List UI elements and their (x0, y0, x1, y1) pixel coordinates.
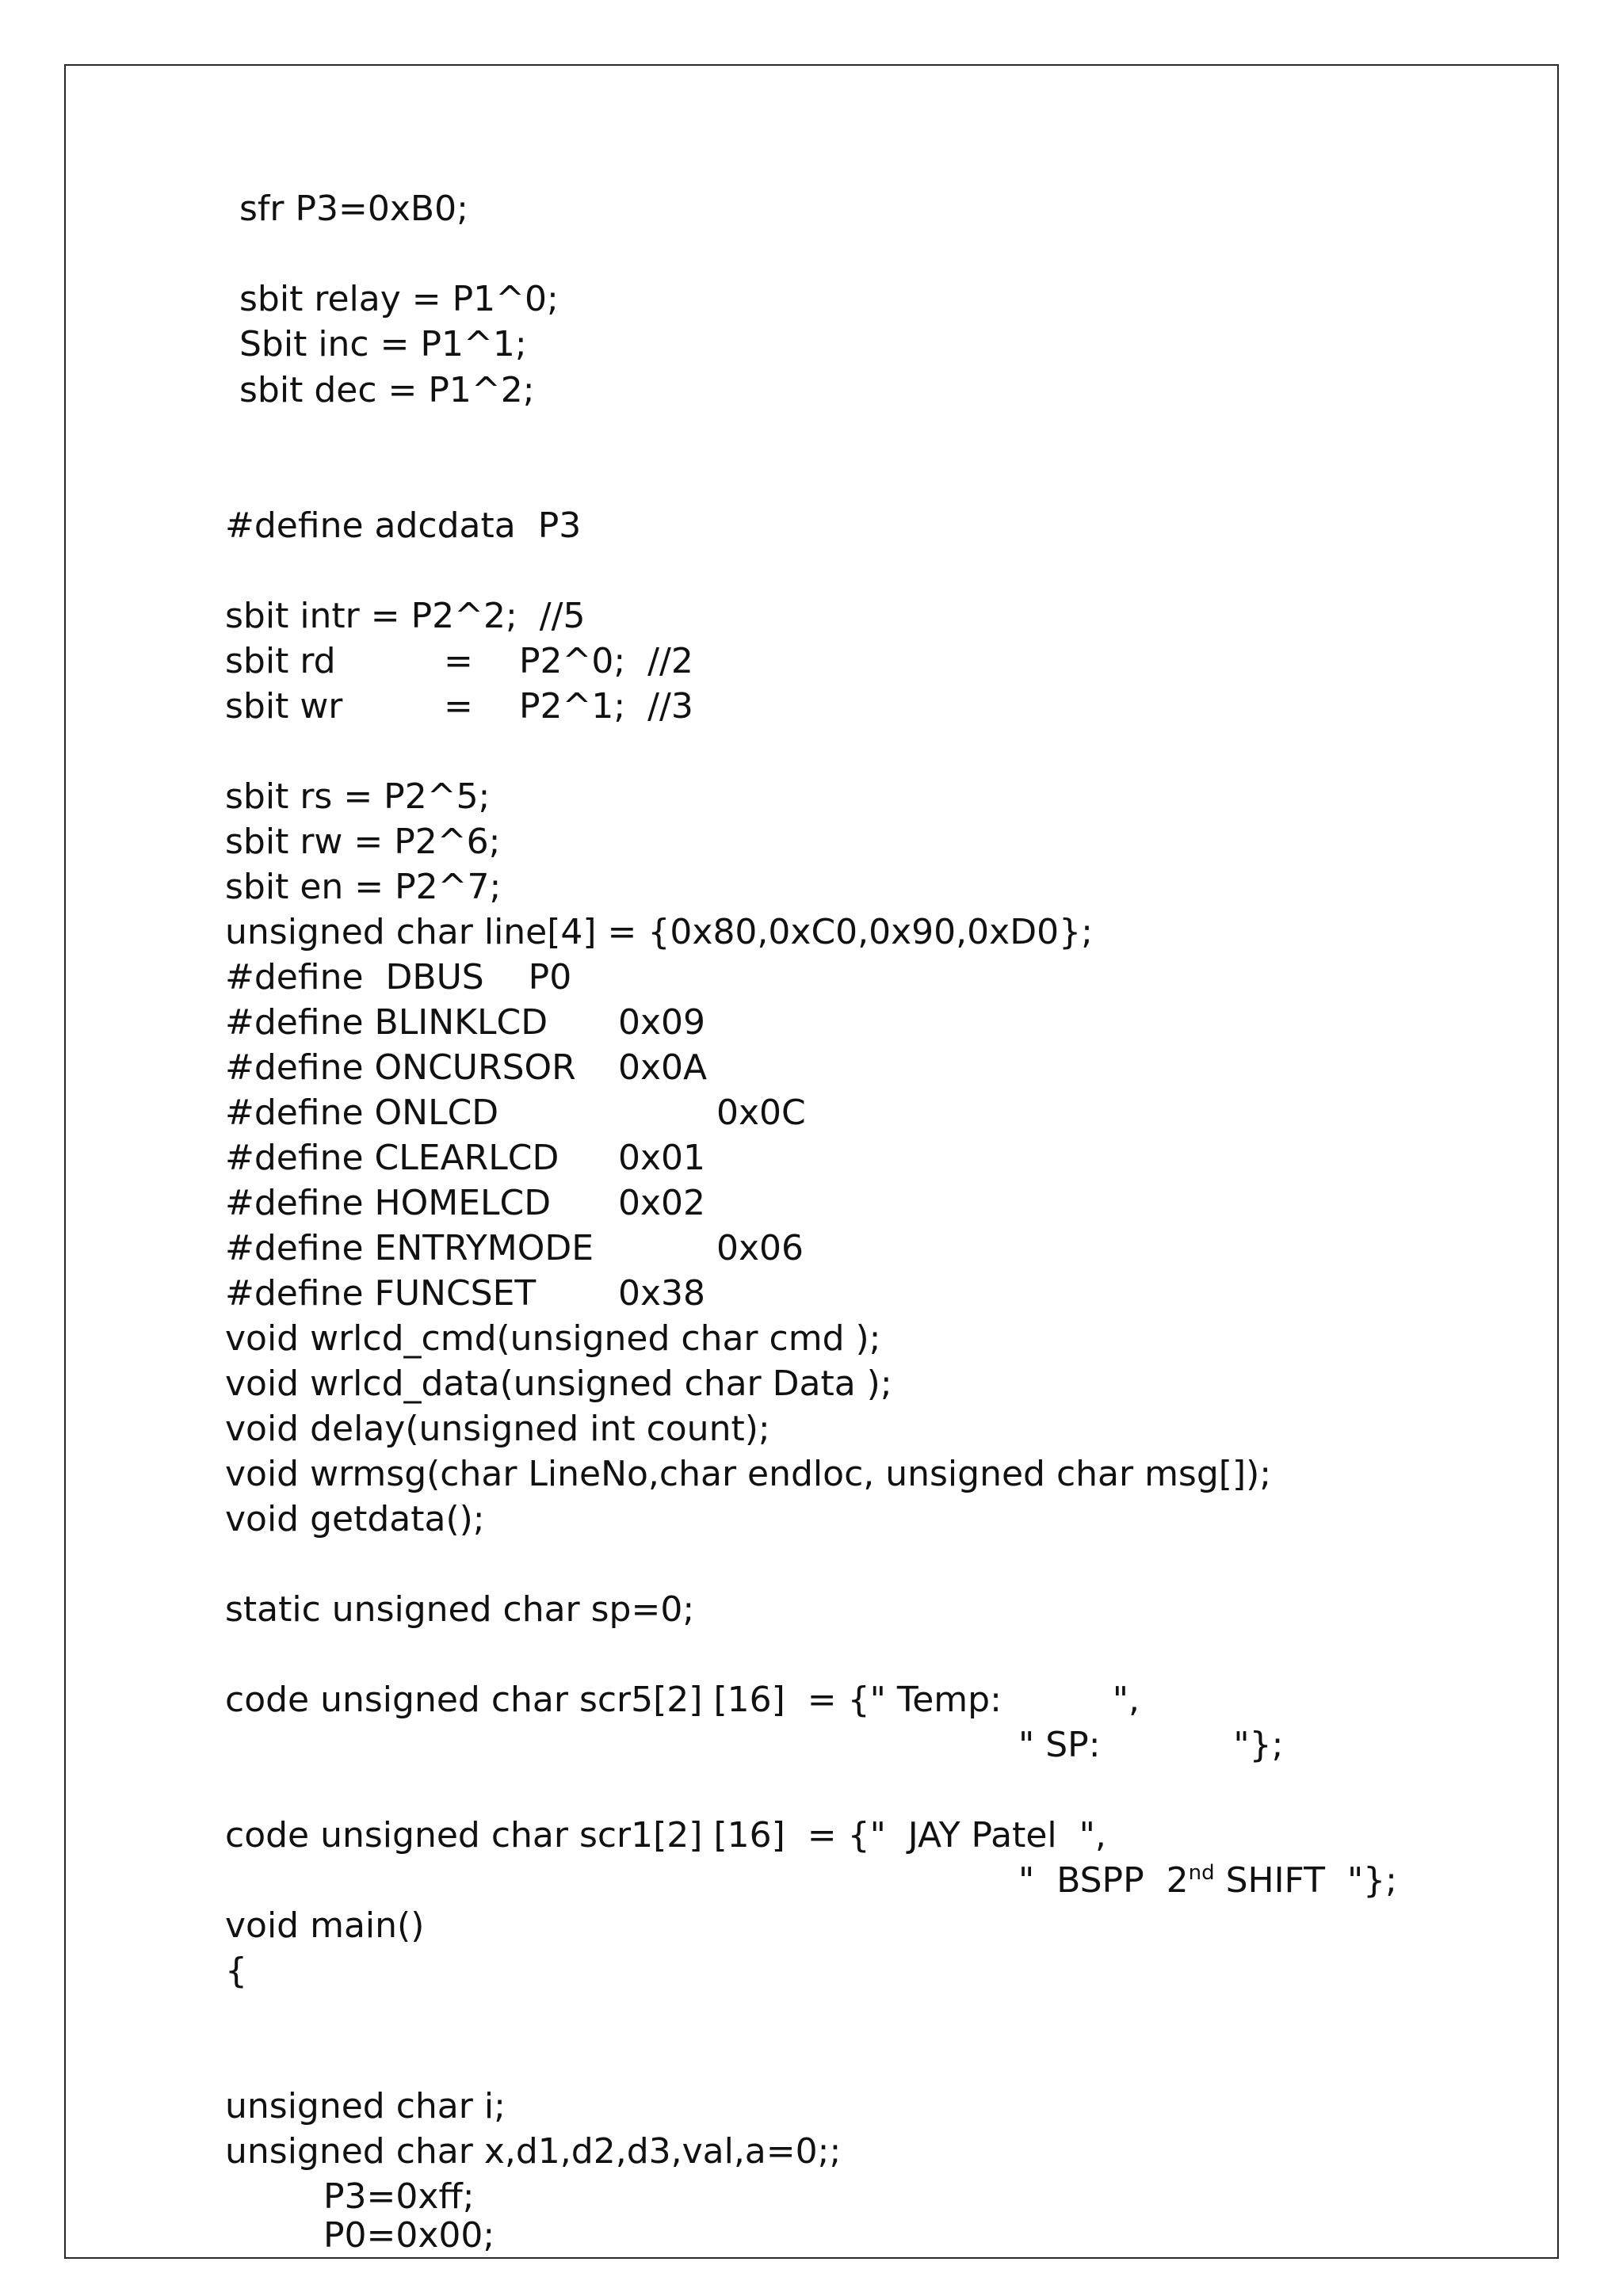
code-line: #define ONLCD (225, 1093, 499, 1133)
code-line: unsigned char x,d1,d2,d3,val,a=0;; (225, 2131, 842, 2172)
code-line: sbit en = P2^7; (225, 867, 502, 907)
code-line: #define HOMELCD (225, 1183, 552, 1223)
code-line: code unsigned char scr1[2] [16] = {" JAY Patel ", (225, 1815, 1106, 1855)
code-line: #define adcdata P3 (225, 505, 582, 546)
code-line: #define CLEARLCD (225, 1138, 559, 1178)
code-line: #define DBUS P0 (225, 957, 572, 997)
code-line: void getdata(); (225, 1499, 485, 1539)
code-line: sbit intr = P2^2; //5 (225, 596, 586, 636)
code-line: sbit dec = P1^2; (239, 370, 535, 410)
code-line-shift (1018, 1859, 1397, 1908)
code-line: = (444, 686, 473, 727)
code-line: Sbit inc = P1^1; (239, 324, 527, 364)
code-text: SHIFT "}; (1214, 1860, 1397, 1901)
code-line: 0x0C (716, 1093, 806, 1133)
code-line: unsigned char line[4] = {0x80,0xC0,0x90,0xD0}; (225, 912, 1093, 952)
code-line: P3=0xff; (323, 2176, 475, 2217)
code-line: sbit wr (225, 686, 343, 727)
code-line: void wrmsg(char LineNo,char endloc, unsigned char msg[]); (225, 1454, 1272, 1494)
code-line: sbit rw = P2^6; (225, 822, 501, 862)
code-line: void wrlcd_data(unsigned char Data ); (225, 1363, 892, 1404)
code-line: #define ONCURSOR (225, 1047, 576, 1088)
code-text: " BSPP 2 (1018, 1860, 1189, 1901)
code-line: 0x0A (618, 1047, 708, 1088)
code-line: void delay(unsigned int count); (225, 1409, 770, 1449)
code-line: P2^1; //3 (519, 686, 693, 727)
code-line: P0=0x00; (323, 2215, 495, 2256)
code-line: sbit relay = P1^0; (239, 279, 559, 319)
code-line: 0x01 (618, 1138, 706, 1178)
code-line: static unsigned char sp=0; (225, 1589, 695, 1630)
code-line: P2^0; //2 (519, 641, 693, 681)
code-line: void main() (225, 1905, 425, 1946)
code-line: 0x38 (618, 1273, 706, 1314)
code-line: unsigned char i; (225, 2086, 506, 2126)
code-line: sbit rs = P2^5; (225, 776, 491, 817)
code-line: 0x09 (618, 1002, 706, 1043)
code-line: = (444, 641, 473, 681)
code-line: 0x06 (716, 1228, 804, 1268)
superscript-nd: nd (1188, 1861, 1215, 1885)
code-line: 0x02 (618, 1183, 706, 1223)
code-line: { (225, 1951, 247, 1991)
code-line: sfr P3=0xB0; (239, 189, 468, 229)
code-line: #define BLINKLCD (225, 1002, 548, 1043)
code-line: #define FUNCSET (225, 1273, 537, 1314)
code-line: code unsigned char scr5[2] [16] = {" Temp: ", (225, 1680, 1140, 1720)
code-line: void wrlcd_cmd(unsigned char cmd ); (225, 1318, 881, 1359)
code-line: #define ENTRYMODE (225, 1228, 594, 1268)
code-line: sbit rd (225, 641, 336, 681)
code-line: " SP: "}; (1018, 1725, 1284, 1765)
